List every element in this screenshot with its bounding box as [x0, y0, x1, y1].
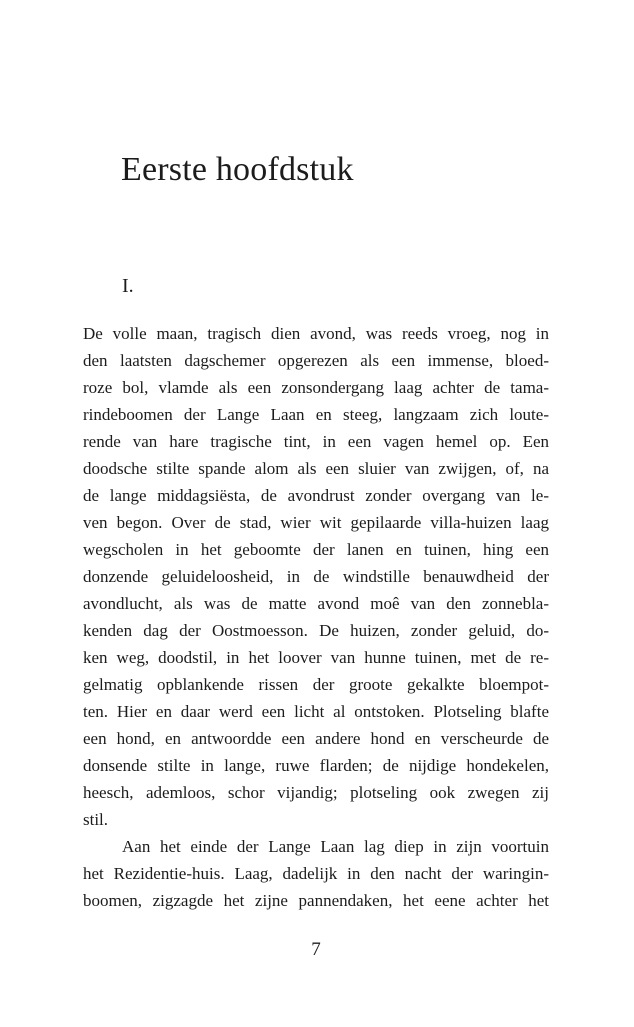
- text-line: een hond, en antwoordde een andere hond en verscheurde de: [83, 729, 549, 748]
- text-line: de lange middagsiësta, de avondrust zonder overgang van le-: [83, 486, 549, 505]
- text-line: donzende geluideloosheid, in de windstille benauwdheid der: [83, 567, 549, 586]
- text-line: ten. Hier en daar werd een licht al ontstoken. Plotseling blafte: [83, 702, 549, 721]
- text-line: wegscholen in het geboomte der lanen en tuinen, hing een: [83, 540, 549, 559]
- text-line: kenden dag der Oostmoesson. De huizen, zonder geluid, do-: [83, 621, 549, 640]
- text-line: heesch, ademloos, schor vijandig; plotseling ook zwegen zij: [83, 783, 549, 802]
- text-line: avondlucht, als was de matte avond moê van den zonnebla-: [83, 594, 549, 613]
- paragraph: [83, 833, 549, 914]
- text-line: roze bol, vlamde als een zonsondergang laag achter de tama-: [83, 378, 549, 397]
- text-line: doodsche stilte spande alom als een sluier van zwijgen, of, na: [83, 459, 549, 478]
- text-line: boomen, zigzagde het zijne pannendaken, het eene achter het: [83, 891, 549, 910]
- text-line: ken weg, doodstil, in het loover van hunne tuinen, met de re-: [83, 648, 549, 667]
- text-line: gelmatig opblankende rissen der groote gekalkte bloempot-: [83, 675, 549, 694]
- text-line: Aan het einde der Lange Laan lag diep in zijn voortuin: [122, 837, 549, 856]
- page-number: 7: [311, 939, 321, 960]
- body-text-block: [83, 320, 549, 914]
- text-line: den laatsten dagschemer opgerezen als een immense, bloed-: [83, 351, 549, 370]
- section-label: I.: [122, 275, 134, 297]
- text-line: donsende stilte in lange, ruwe flarden; de nijdige hondekelen,: [83, 756, 549, 775]
- chapter-title: Eerste hoofdstuk: [121, 151, 354, 188]
- text-line: rindeboomen der Lange Laan en steeg, langzaam zich loute-: [83, 405, 549, 424]
- text-line: stil.: [83, 810, 109, 829]
- text-line: ven begon. Over de stad, wier wit gepilaarde villa-huizen laag: [83, 513, 549, 532]
- text-line: rende van hare tragische tint, in een vagen hemel op. Een: [83, 432, 549, 451]
- text-line: De volle maan, tragisch dien avond, was reeds vroeg, nog in: [83, 324, 549, 343]
- paragraph: [83, 320, 549, 833]
- text-line: het Rezidentie-huis. Laag, dadelijk in den nacht der waringin-: [83, 864, 549, 883]
